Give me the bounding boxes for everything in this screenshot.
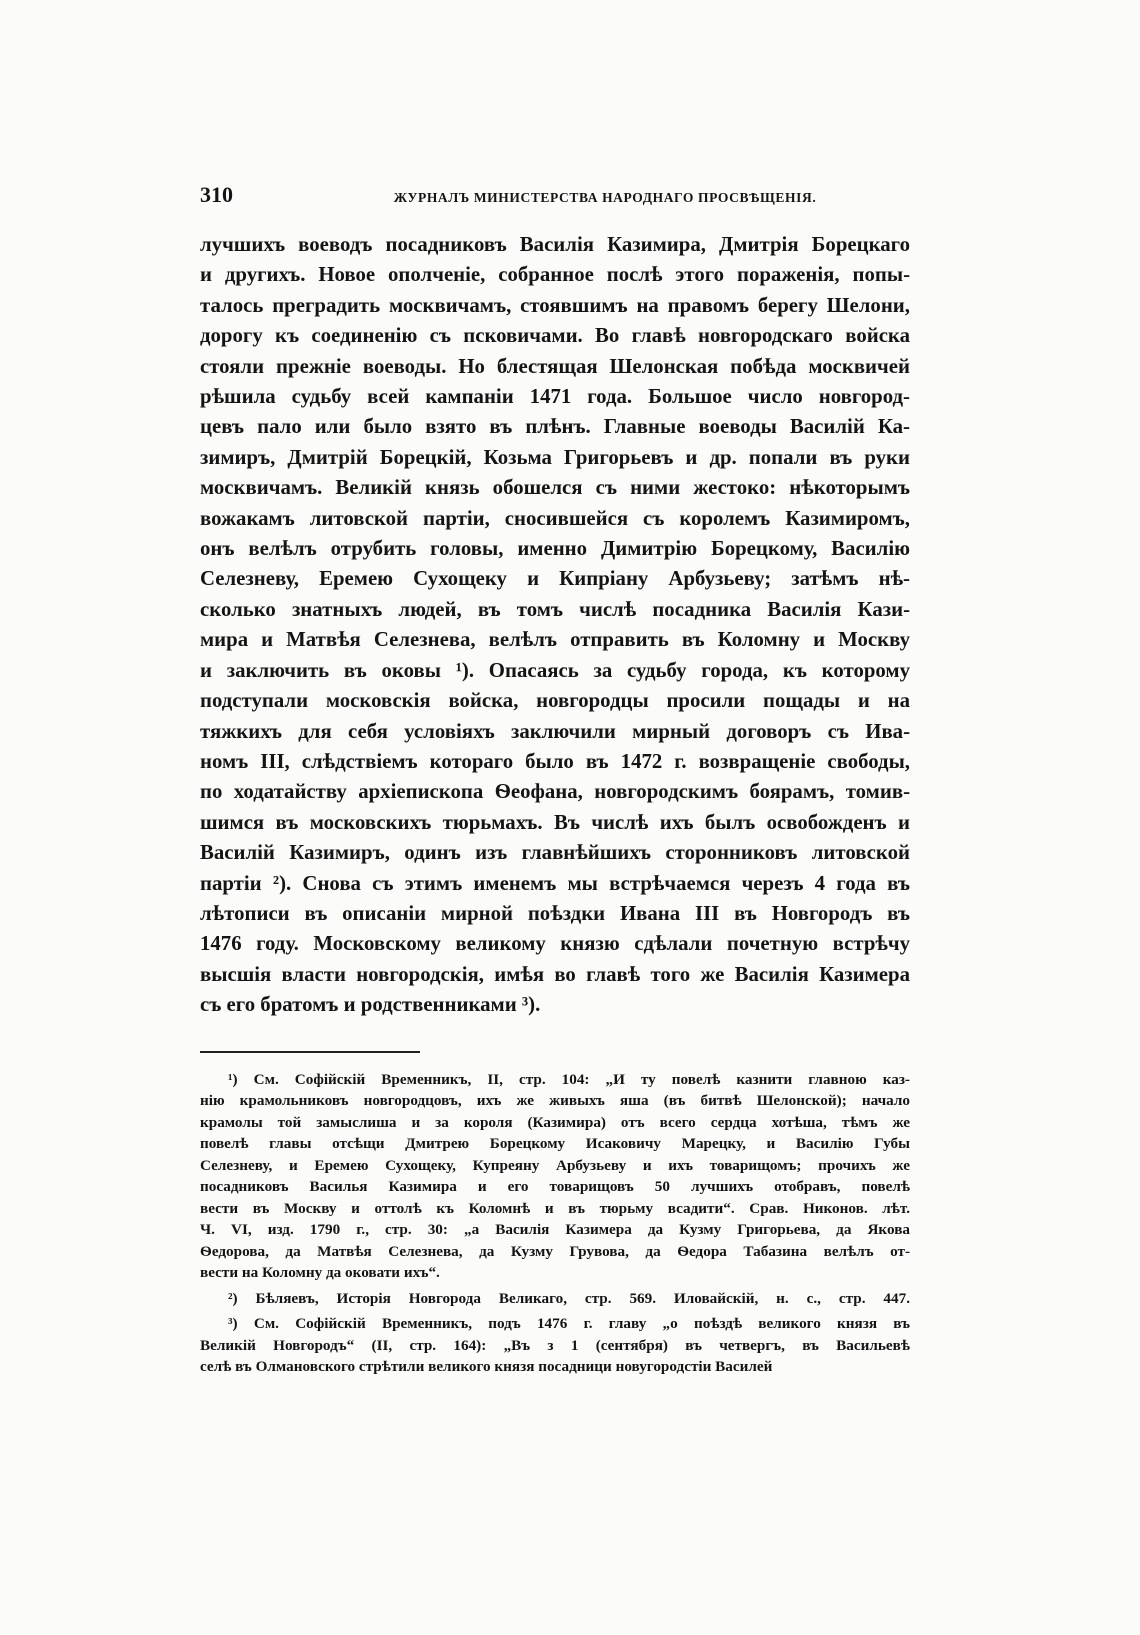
body-line: подступали московскія войска, новгородцы просили пощады и на — [200, 689, 910, 713]
body-line: сколько знатныхъ людей, въ томъ числѣ посадника Василія Кази- — [200, 597, 910, 621]
body-text — [200, 230, 910, 1021]
body-line: шимся въ московскихъ тюрьмахъ. Въ числѣ ихъ былъ освобожденъ и — [200, 810, 910, 834]
body-line: онъ велѣлъ отрубить головы, именно Димитрію Борецкому, Василію — [200, 537, 910, 561]
footnote — [200, 1288, 910, 1310]
body-line: стояли прежніе воеводы. Но блестящая Шелонская побѣда москвичей — [200, 354, 910, 378]
body-line: зимиръ, Дмитрій Борецкій, Козьма Григорьевъ и др. попали въ руки — [200, 445, 910, 469]
page — [200, 182, 910, 1382]
footnote-line: селѣ въ Олмановского стрѣтили великого князя посадници новугородстіи Василей — [200, 1358, 773, 1376]
body-line: съ его братомъ и родственниками ³). — [200, 993, 541, 1017]
body-line: Василій Казимиръ, одинъ изъ главнѣйшихъ сторонниковъ литовской — [200, 841, 910, 865]
footnote — [200, 1313, 910, 1378]
footnote-line: Ѳедорова, да Матвѣя Селезнева, да Кузму Грувова, да Ѳедора Табазина велѣлъ от- — [200, 1242, 910, 1260]
body-line: по ходатайству архіепископа Ѳеофана, новгородскимъ боярамъ, томив- — [200, 780, 910, 804]
footnote-line: крамолы той замыслиша и за короля (Казимира) отъ всего сердца хотѣша, тѣмъ же — [200, 1113, 910, 1131]
body-line: талось преградить москвичамъ, стоявшимъ на правомъ берегу Шелони, — [200, 293, 910, 317]
body-line: 1476 году. Московскому великому князю сдѣлали почетную встрѣчу — [200, 932, 910, 956]
body-line: вожакамъ литовской партіи, сносившейся съ королемъ Казимиромъ, — [200, 506, 910, 530]
footnote-line: посадниковъ Василья Казимира и его товарищовъ 50 лучшихъ отобравъ, повелѣ — [200, 1178, 910, 1196]
body-line: партіи ²). Снова съ этимъ именемъ мы встрѣчаемся черезъ 4 года въ — [200, 871, 910, 895]
journal-title: ЖУРНАЛЪ МИНИСТЕРСТВА НАРОДНАГО ПРОСВѢЩЕНІЯ. — [393, 190, 817, 205]
body-line: тяжкихъ для себя условіяхъ заключили мирный договоръ съ Ива- — [200, 719, 910, 743]
running-head — [200, 182, 910, 222]
body-line: москвичамъ. Великій князь обошелся съ ними жестоко: нѣкоторымъ — [200, 476, 910, 500]
body-line: цевъ пало или было взято въ плѣнъ. Главные воеводы Василій Ка- — [200, 415, 910, 439]
footnote-line: ²) Бѣляевъ, Исторія Новгорода Великаго, стр. 569. Иловайскій, н. с., стр. 447. — [228, 1289, 910, 1307]
footnote-line: ³) См. Софійскій Временникъ, подъ 1476 г. главу „о поѣздѣ великого князя въ — [228, 1315, 910, 1333]
body-line: и заключить въ оковы ¹). Опасаясь за судьбу города, къ которому — [200, 658, 910, 682]
footnote — [200, 1069, 910, 1284]
body-line: лѣтописи въ описаніи мирной поѣздки Ивана III въ Новгородъ въ — [200, 901, 910, 925]
footnote-line: повелѣ главы отсѣщи Дмитрею Борецкому Исаковичу Марецку, и Василію Губы — [200, 1135, 910, 1153]
footnote-line: Селезневу, и Еремею Сухощеку, Купреяну Арбузьеву и ихъ товарищомъ; прочихъ же — [200, 1156, 910, 1174]
body-line: мира и Матвѣя Селезнева, велѣлъ отправить въ Коломну и Москву — [200, 628, 910, 652]
body-line: Селезневу, Еремею Сухощеку и Кипріану Арбузьеву; затѣмъ нѣ- — [200, 567, 910, 591]
page-number: 310 — [200, 182, 233, 207]
body-line: дорогу къ соединенію съ псковичами. Во главѣ новгородскаго войска — [200, 324, 910, 348]
footnote-line: Ч. VI, изд. 1790 г., стр. 30: „а Василія Казимера да Кузму Григорьева, да Якова — [200, 1221, 910, 1239]
body-line: номъ III, слѣдствіемъ котораго было въ 1472 г. возвращеніе свободы, — [200, 749, 910, 773]
footnotes — [200, 1069, 910, 1378]
footnote-line: Великій Новгородъ“ (II, стр. 164): „Въ з 1 (сентября) въ четвергъ, въ Васильевѣ — [200, 1336, 910, 1354]
footnote-line: ¹) См. Софійскій Временникъ, II, стр. 104: „И ту повелѣ казнити главною каз- — [228, 1070, 910, 1088]
body-line: лучшихъ воеводъ посадниковъ Василія Казимира, Дмитрія Борецкаго — [200, 233, 910, 256]
body-line: высшія власти новгородскія, имѣя во главѣ того же Василія Казимера — [200, 962, 910, 986]
footnote-line: вести въ Москву и оттолѣ къ Коломнѣ и въ тюрьму всадити“. Срав. Никонов. лѣт. — [200, 1199, 910, 1217]
footnote-rule — [200, 1051, 420, 1053]
body-line: и другихъ. Новое ополченіе, собранное послѣ этого пораженія, попы- — [200, 263, 910, 287]
footnote-line: нію крамольниковъ новгородцовъ, ихъ же живыхъ яша (въ битвѣ Шелонской); начало — [200, 1092, 910, 1110]
body-line: рѣшила судьбу всей кампаніи 1471 года. Большое число новгород- — [200, 385, 910, 409]
footnote-line: вести на Коломну да оковати ихъ“. — [200, 1264, 440, 1282]
